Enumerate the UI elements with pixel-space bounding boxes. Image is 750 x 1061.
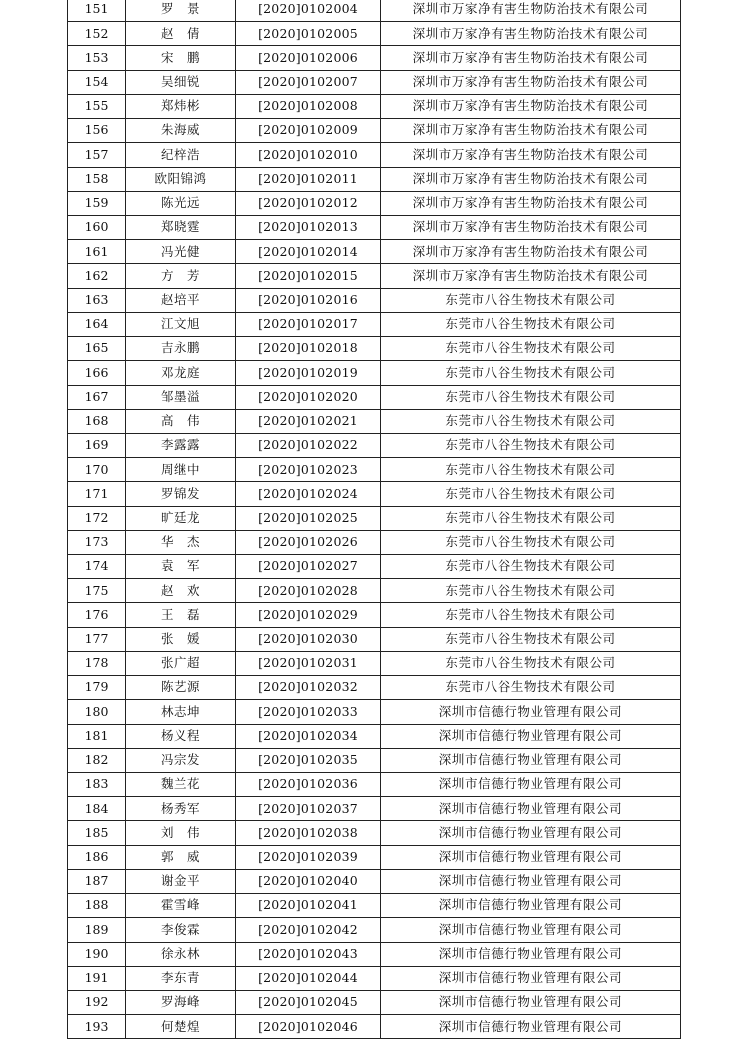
company-name-cell: 深圳市信德行物业管理有限公司	[381, 845, 681, 869]
person-name-cell: 吉永鹏	[126, 337, 236, 361]
certificate-number-cell: [2020]0102010	[236, 143, 381, 167]
company-name-cell: 东莞市八谷生物技术有限公司	[381, 337, 681, 361]
table-row	[68, 990, 681, 1014]
certificate-number-cell: [2020]0102038	[236, 821, 381, 845]
person-name-cell: 谢金平	[126, 869, 236, 893]
certificate-number-cell: [2020]0102008	[236, 94, 381, 118]
table-row	[68, 603, 681, 627]
company-name-cell: 东莞市八谷生物技术有限公司	[381, 627, 681, 651]
company-name-cell: 深圳市信德行物业管理有限公司	[381, 894, 681, 918]
row-number-cell: 178	[68, 651, 126, 675]
row-number-cell: 153	[68, 46, 126, 70]
certificate-number-cell: [2020]0102032	[236, 676, 381, 700]
company-name-cell: 深圳市信德行物业管理有限公司	[381, 966, 681, 990]
table-row	[68, 627, 681, 651]
person-name-cell: 徐永林	[126, 942, 236, 966]
row-number-cell: 160	[68, 215, 126, 239]
certificate-number-cell: [2020]0102019	[236, 361, 381, 385]
company-name-cell: 深圳市信德行物业管理有限公司	[381, 821, 681, 845]
company-name-cell: 深圳市万家净有害生物防治技术有限公司	[381, 46, 681, 70]
company-name-cell: 东莞市八谷生物技术有限公司	[381, 288, 681, 312]
certificate-number-cell: [2020]0102018	[236, 337, 381, 361]
certificate-number-cell: [2020]0102040	[236, 869, 381, 893]
person-name-cell: 罗 景	[126, 0, 236, 22]
table-row	[68, 821, 681, 845]
company-name-cell: 东莞市八谷生物技术有限公司	[381, 433, 681, 457]
row-number-cell: 161	[68, 240, 126, 264]
person-name-cell: 冯光健	[126, 240, 236, 264]
company-name-cell: 东莞市八谷生物技术有限公司	[381, 409, 681, 433]
company-name-cell: 东莞市八谷生物技术有限公司	[381, 579, 681, 603]
company-name-cell: 深圳市万家净有害生物防治技术有限公司	[381, 0, 681, 22]
person-name-cell: 朱海威	[126, 119, 236, 143]
company-name-cell: 深圳市万家净有害生物防治技术有限公司	[381, 94, 681, 118]
company-name-cell: 东莞市八谷生物技术有限公司	[381, 603, 681, 627]
table-row	[68, 530, 681, 554]
certificate-number-cell: [2020]0102020	[236, 385, 381, 409]
company-name-cell: 东莞市八谷生物技术有限公司	[381, 651, 681, 675]
row-number-cell: 192	[68, 990, 126, 1014]
company-name-cell: 深圳市信德行物业管理有限公司	[381, 942, 681, 966]
company-name-cell: 深圳市万家净有害生物防治技术有限公司	[381, 240, 681, 264]
row-number-cell: 187	[68, 869, 126, 893]
row-number-cell: 151	[68, 0, 126, 22]
certificate-number-cell: [2020]0102017	[236, 312, 381, 336]
person-name-cell: 袁 军	[126, 555, 236, 579]
row-number-cell: 191	[68, 966, 126, 990]
certificate-number-cell: [2020]0102042	[236, 918, 381, 942]
certificate-number-cell: [2020]0102033	[236, 700, 381, 724]
roster-body	[68, 0, 681, 1039]
person-name-cell: 旷廷龙	[126, 506, 236, 530]
person-name-cell: 李东青	[126, 966, 236, 990]
company-name-cell: 东莞市八谷生物技术有限公司	[381, 361, 681, 385]
row-number-cell: 159	[68, 191, 126, 215]
row-number-cell: 189	[68, 918, 126, 942]
table-row	[68, 119, 681, 143]
table-row	[68, 167, 681, 191]
certificate-number-cell: [2020]0102031	[236, 651, 381, 675]
certificate-number-cell: [2020]0102034	[236, 724, 381, 748]
row-number-cell: 168	[68, 409, 126, 433]
table-row	[68, 312, 681, 336]
row-number-cell: 186	[68, 845, 126, 869]
row-number-cell: 169	[68, 433, 126, 457]
person-name-cell: 欧阳锦鸿	[126, 167, 236, 191]
person-name-cell: 李俊霖	[126, 918, 236, 942]
table-row	[68, 0, 681, 22]
certificate-number-cell: [2020]0102046	[236, 1015, 381, 1039]
table-row	[68, 797, 681, 821]
row-number-cell: 164	[68, 312, 126, 336]
row-number-cell: 176	[68, 603, 126, 627]
certificate-number-cell: [2020]0102028	[236, 579, 381, 603]
company-name-cell: 东莞市八谷生物技术有限公司	[381, 506, 681, 530]
table-row	[68, 700, 681, 724]
table-row	[68, 942, 681, 966]
row-number-cell: 179	[68, 676, 126, 700]
row-number-cell: 181	[68, 724, 126, 748]
company-name-cell: 深圳市信德行物业管理有限公司	[381, 990, 681, 1014]
company-name-cell: 深圳市万家净有害生物防治技术有限公司	[381, 215, 681, 239]
table-row	[68, 579, 681, 603]
company-name-cell: 东莞市八谷生物技术有限公司	[381, 676, 681, 700]
row-number-cell: 163	[68, 288, 126, 312]
person-name-cell: 宋 鹏	[126, 46, 236, 70]
table-row	[68, 264, 681, 288]
table-row	[68, 845, 681, 869]
table-row	[68, 70, 681, 94]
company-name-cell: 深圳市万家净有害生物防治技术有限公司	[381, 264, 681, 288]
table-row	[68, 337, 681, 361]
person-name-cell: 陈光远	[126, 191, 236, 215]
row-number-cell: 170	[68, 458, 126, 482]
row-number-cell: 152	[68, 22, 126, 46]
company-name-cell: 深圳市万家净有害生物防治技术有限公司	[381, 22, 681, 46]
table-row	[68, 409, 681, 433]
row-number-cell: 175	[68, 579, 126, 603]
certificate-number-cell: [2020]0102015	[236, 264, 381, 288]
company-name-cell: 深圳市信德行物业管理有限公司	[381, 797, 681, 821]
person-name-cell: 赵 欢	[126, 579, 236, 603]
table-row	[68, 918, 681, 942]
company-name-cell: 深圳市信德行物业管理有限公司	[381, 748, 681, 772]
person-name-cell: 罗海峰	[126, 990, 236, 1014]
table-row	[68, 1015, 681, 1039]
company-name-cell: 深圳市万家净有害生物防治技术有限公司	[381, 119, 681, 143]
certificate-number-cell: [2020]0102035	[236, 748, 381, 772]
certificate-number-cell: [2020]0102009	[236, 119, 381, 143]
row-number-cell: 154	[68, 70, 126, 94]
table-row	[68, 869, 681, 893]
certificate-number-cell: [2020]0102021	[236, 409, 381, 433]
certificate-number-cell: [2020]0102026	[236, 530, 381, 554]
company-name-cell: 东莞市八谷生物技术有限公司	[381, 482, 681, 506]
company-name-cell: 深圳市万家净有害生物防治技术有限公司	[381, 70, 681, 94]
certificate-number-cell: [2020]0102011	[236, 167, 381, 191]
table-row	[68, 433, 681, 457]
company-name-cell: 深圳市信德行物业管理有限公司	[381, 724, 681, 748]
company-name-cell: 深圳市信德行物业管理有限公司	[381, 773, 681, 797]
row-number-cell: 157	[68, 143, 126, 167]
table-row	[68, 143, 681, 167]
certificate-number-cell: [2020]0102013	[236, 215, 381, 239]
person-name-cell: 魏兰花	[126, 773, 236, 797]
certificate-number-cell: [2020]0102045	[236, 990, 381, 1014]
company-name-cell: 东莞市八谷生物技术有限公司	[381, 530, 681, 554]
person-name-cell: 郑晓霆	[126, 215, 236, 239]
certificate-number-cell: [2020]0102025	[236, 506, 381, 530]
person-name-cell: 江文旭	[126, 312, 236, 336]
table-row	[68, 894, 681, 918]
row-number-cell: 173	[68, 530, 126, 554]
certificate-roster-table	[67, 0, 681, 1039]
row-number-cell: 185	[68, 821, 126, 845]
table-row	[68, 506, 681, 530]
company-name-cell: 深圳市信德行物业管理有限公司	[381, 918, 681, 942]
row-number-cell: 188	[68, 894, 126, 918]
row-number-cell: 155	[68, 94, 126, 118]
row-number-cell: 171	[68, 482, 126, 506]
company-name-cell: 东莞市八谷生物技术有限公司	[381, 312, 681, 336]
certificate-number-cell: [2020]0102012	[236, 191, 381, 215]
person-name-cell: 赵培平	[126, 288, 236, 312]
company-name-cell: 深圳市万家净有害生物防治技术有限公司	[381, 143, 681, 167]
person-name-cell: 罗锦发	[126, 482, 236, 506]
certificate-number-cell: [2020]0102005	[236, 22, 381, 46]
table-row	[68, 240, 681, 264]
table-row	[68, 724, 681, 748]
row-number-cell: 162	[68, 264, 126, 288]
table-row	[68, 651, 681, 675]
person-name-cell: 陈艺源	[126, 676, 236, 700]
person-name-cell: 张 媛	[126, 627, 236, 651]
row-number-cell: 193	[68, 1015, 126, 1039]
row-number-cell: 166	[68, 361, 126, 385]
company-name-cell: 东莞市八谷生物技术有限公司	[381, 385, 681, 409]
table-row	[68, 482, 681, 506]
person-name-cell: 郑炜彬	[126, 94, 236, 118]
person-name-cell: 邓龙庭	[126, 361, 236, 385]
certificate-number-cell: [2020]0102041	[236, 894, 381, 918]
certificate-number-cell: [2020]0102014	[236, 240, 381, 264]
certificate-number-cell: [2020]0102043	[236, 942, 381, 966]
row-number-cell: 177	[68, 627, 126, 651]
table-row	[68, 46, 681, 70]
person-name-cell: 杨义程	[126, 724, 236, 748]
row-number-cell: 172	[68, 506, 126, 530]
person-name-cell: 何楚煌	[126, 1015, 236, 1039]
certificate-number-cell: [2020]0102039	[236, 845, 381, 869]
certificate-number-cell: [2020]0102004	[236, 0, 381, 22]
company-name-cell: 东莞市八谷生物技术有限公司	[381, 555, 681, 579]
row-number-cell: 156	[68, 119, 126, 143]
table-row	[68, 748, 681, 772]
company-name-cell: 深圳市信德行物业管理有限公司	[381, 1015, 681, 1039]
certificate-number-cell: [2020]0102029	[236, 603, 381, 627]
table-row	[68, 191, 681, 215]
person-name-cell: 华 杰	[126, 530, 236, 554]
table-row	[68, 22, 681, 46]
person-name-cell: 纪梓浩	[126, 143, 236, 167]
certificate-number-cell: [2020]0102016	[236, 288, 381, 312]
row-number-cell: 190	[68, 942, 126, 966]
table-row	[68, 288, 681, 312]
person-name-cell: 邹墨溢	[126, 385, 236, 409]
certificate-number-cell: [2020]0102006	[236, 46, 381, 70]
person-name-cell: 赵 倩	[126, 22, 236, 46]
certificate-number-cell: [2020]0102024	[236, 482, 381, 506]
table-row	[68, 94, 681, 118]
table-row	[68, 361, 681, 385]
person-name-cell: 霍雪峰	[126, 894, 236, 918]
person-name-cell: 冯宗发	[126, 748, 236, 772]
person-name-cell: 刘 伟	[126, 821, 236, 845]
person-name-cell: 李露露	[126, 433, 236, 457]
certificate-number-cell: [2020]0102037	[236, 797, 381, 821]
person-name-cell: 林志坤	[126, 700, 236, 724]
certificate-number-cell: [2020]0102022	[236, 433, 381, 457]
person-name-cell: 郭 威	[126, 845, 236, 869]
company-name-cell: 深圳市万家净有害生物防治技术有限公司	[381, 167, 681, 191]
person-name-cell: 周继中	[126, 458, 236, 482]
company-name-cell: 东莞市八谷生物技术有限公司	[381, 458, 681, 482]
certificate-number-cell: [2020]0102044	[236, 966, 381, 990]
table-row	[68, 215, 681, 239]
table-row	[68, 458, 681, 482]
certificate-number-cell: [2020]0102027	[236, 555, 381, 579]
person-name-cell: 吴细锐	[126, 70, 236, 94]
table-row	[68, 966, 681, 990]
row-number-cell: 174	[68, 555, 126, 579]
person-name-cell: 王 磊	[126, 603, 236, 627]
company-name-cell: 深圳市信德行物业管理有限公司	[381, 869, 681, 893]
company-name-cell: 深圳市万家净有害生物防治技术有限公司	[381, 191, 681, 215]
row-number-cell: 184	[68, 797, 126, 821]
table-row	[68, 385, 681, 409]
certificate-number-cell: [2020]0102036	[236, 773, 381, 797]
row-number-cell: 165	[68, 337, 126, 361]
person-name-cell: 高 伟	[126, 409, 236, 433]
table-row	[68, 676, 681, 700]
row-number-cell: 182	[68, 748, 126, 772]
table-row	[68, 773, 681, 797]
row-number-cell: 180	[68, 700, 126, 724]
certificate-number-cell: [2020]0102030	[236, 627, 381, 651]
row-number-cell: 158	[68, 167, 126, 191]
certificate-number-cell: [2020]0102007	[236, 70, 381, 94]
person-name-cell: 方 芳	[126, 264, 236, 288]
company-name-cell: 深圳市信德行物业管理有限公司	[381, 700, 681, 724]
row-number-cell: 183	[68, 773, 126, 797]
certificate-number-cell: [2020]0102023	[236, 458, 381, 482]
row-number-cell: 167	[68, 385, 126, 409]
person-name-cell: 杨秀军	[126, 797, 236, 821]
person-name-cell: 张广超	[126, 651, 236, 675]
table-row	[68, 555, 681, 579]
